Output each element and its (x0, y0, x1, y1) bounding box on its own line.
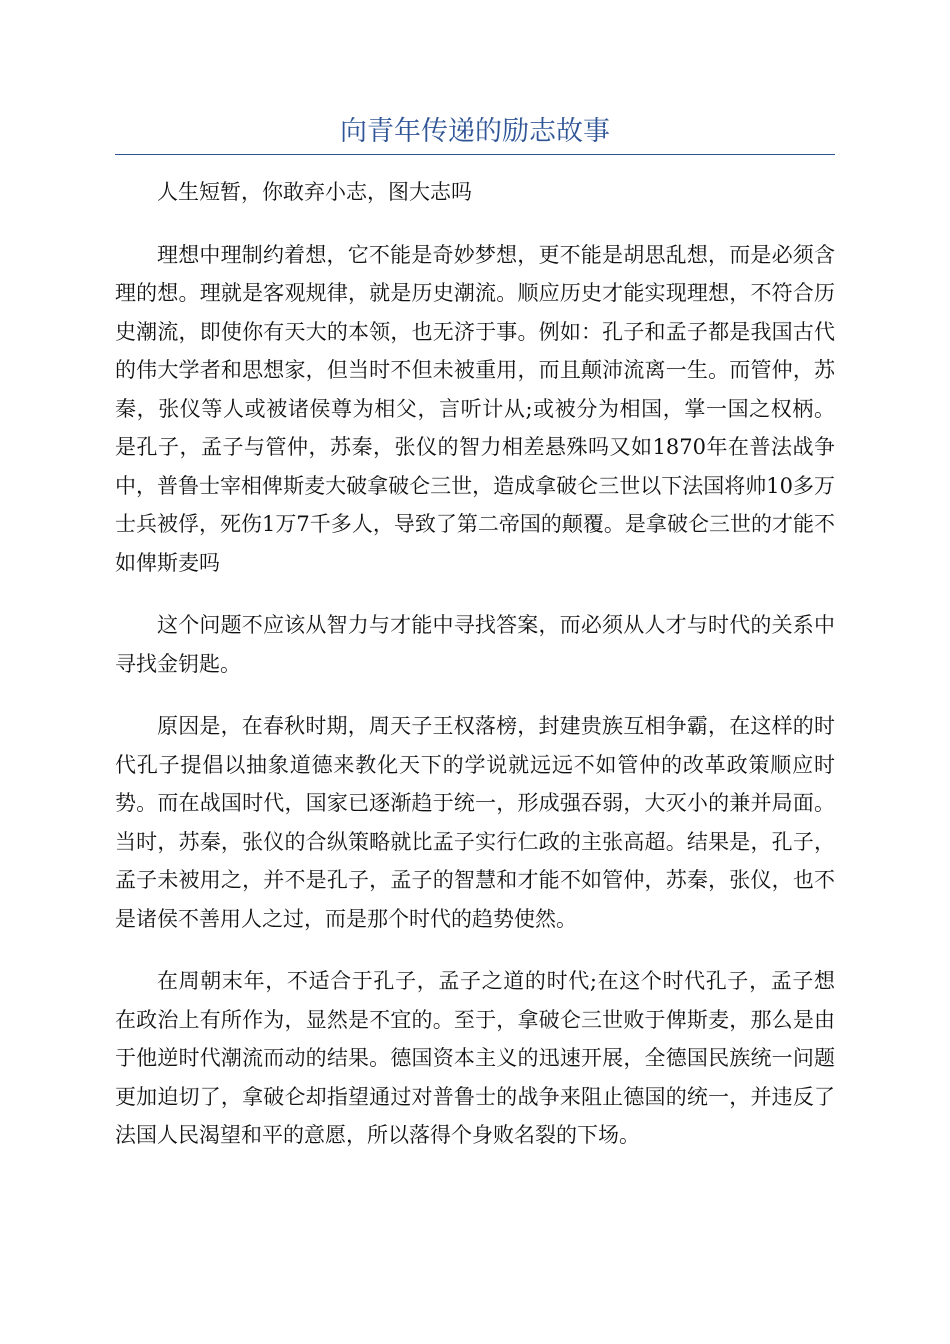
paragraph-5: 在周朝末年，不适合于孔子，孟子之道的时代;在这个时代孔子，孟子想在政治上有所作为，显然是不宜的。至于，拿破仑三世败于俾斯麦，那么是由于他逆时代潮流而动的结果。德国资本主义的迅速开展，全德国民族统一问题更加迫切了，拿破仑却指望通过对普鲁士的战争来阻止德国的统一，并违反了法国人民渴望和平的意愿，所以落得个身败名裂的下场。 (115, 969, 835, 1147)
paragraph-3: 这个问题不应该从智力与才能中寻找答案，而必须从人才与时代的关系中寻找金钥匙。 (115, 613, 835, 676)
title-underline (115, 154, 835, 155)
document-title: 向青年传递的励志故事 (340, 116, 610, 147)
document-body (115, 173, 835, 1179)
paragraph-2: 理想中理制约着想，它不能是奇妙梦想，更不能是胡思乱想，而是必须含理的想。理就是客观规律，就是历史潮流。顺应历史才能实现理想，不符合历史潮流，即使你有天大的本领，也无济于事。例如：孔子和孟子都是我国古代的伟大学者和思想家，但当时不但未被重用，而且颠沛流离一生。而管仲，苏秦，张仪等人或被诸侯尊为相父，言听计从;或被分为相国，掌一国之权柄。是孔子，孟子与管仲，苏秦，张仪的智力相差悬殊吗又如1870年在普法战争中，普鲁士宰相俾斯麦大破拿破仑三世，造成拿破仑三世以下法国将帅10多万士兵被俘，死伤1万7千多人，导致了第二帝国的颠覆。是拿破仑三世的才能不如俾斯麦吗 (115, 242, 835, 575)
paragraph-1: 人生短暂，你敢弃小志，图大志吗 (157, 180, 472, 204)
paragraph-4: 原因是，在春秋时期，周天子王权落榜，封建贵族互相争霸，在这样的时代孔子提倡以抽象道德来教化天下的学说就远远不如管仲的改革政策顺应时势。而在战国时代，国家已逐渐趋于统一，形成强吞弱，大灭小的兼并局面。当时，苏秦，张仪的合纵策略就比孟子实行仁政的主张高超。结果是，孔子，孟子未被用之，并不是孔子，孟子的智慧和才能不如管仲，苏秦，张仪，也不是诸侯不善用人之过，而是那个时代的趋势使然。 (115, 714, 835, 931)
